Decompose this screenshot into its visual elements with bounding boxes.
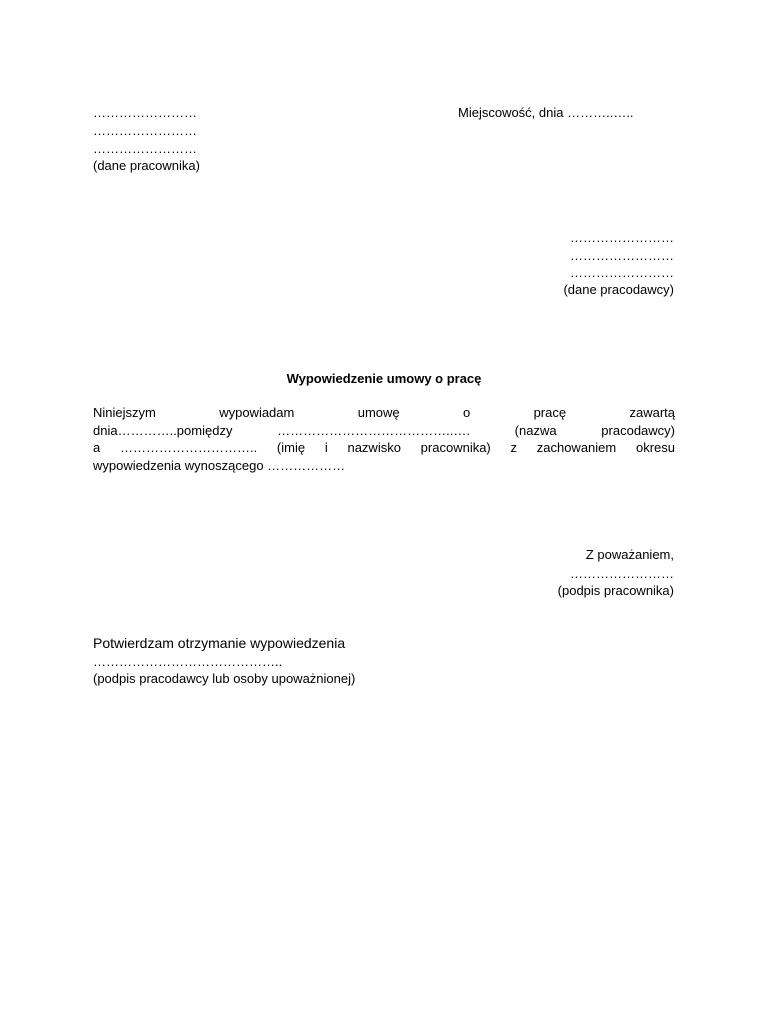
employer-data-line-1: …………………… [570, 230, 674, 245]
body-line-3: a ………………………….. (imię i nazwisko pracownika) z zachowaniem okresu [93, 440, 675, 455]
employee-data-line-3: …………………… [93, 141, 197, 156]
place-date: Miejscowość, dnia ………..….. [458, 105, 634, 120]
employee-signature-caption: (podpis pracownika) [557, 583, 674, 598]
employee-signature-dots: …………………… [570, 566, 674, 581]
employer-data-line-3: …………………… [570, 265, 674, 280]
document-title: Wypowiedzenie umowy o pracę [286, 371, 482, 386]
employer-data-line-2: …………………… [570, 248, 674, 263]
employer-signature-dots: …………………………………….. [93, 654, 283, 669]
employee-data-line-2: …………………… [93, 123, 197, 138]
employer-data-caption: (dane pracodawcy) [563, 282, 674, 297]
employer-signature-caption: (podpis pracodawcy lub osoby upoważnionej) [93, 671, 356, 686]
employee-data-line-1: …………………… [93, 105, 197, 120]
body-line-2: dnia…………..pomiędzy …………………………………..…. (nazwa pracodawcy) [93, 422, 675, 438]
employee-data-caption: (dane pracownika) [93, 158, 200, 173]
closing-greeting: Z poważaniem, [585, 547, 674, 562]
body-line-4: wypowiedzenia wynoszącego ……………… [93, 457, 346, 473]
confirmation-text: Potwierdzam otrzymanie wypowiedzenia [93, 635, 346, 651]
body-paragraph [93, 404, 675, 474]
body-line-1: Niniejszym wypowiadam umowę o pracę zawartą [93, 405, 675, 420]
